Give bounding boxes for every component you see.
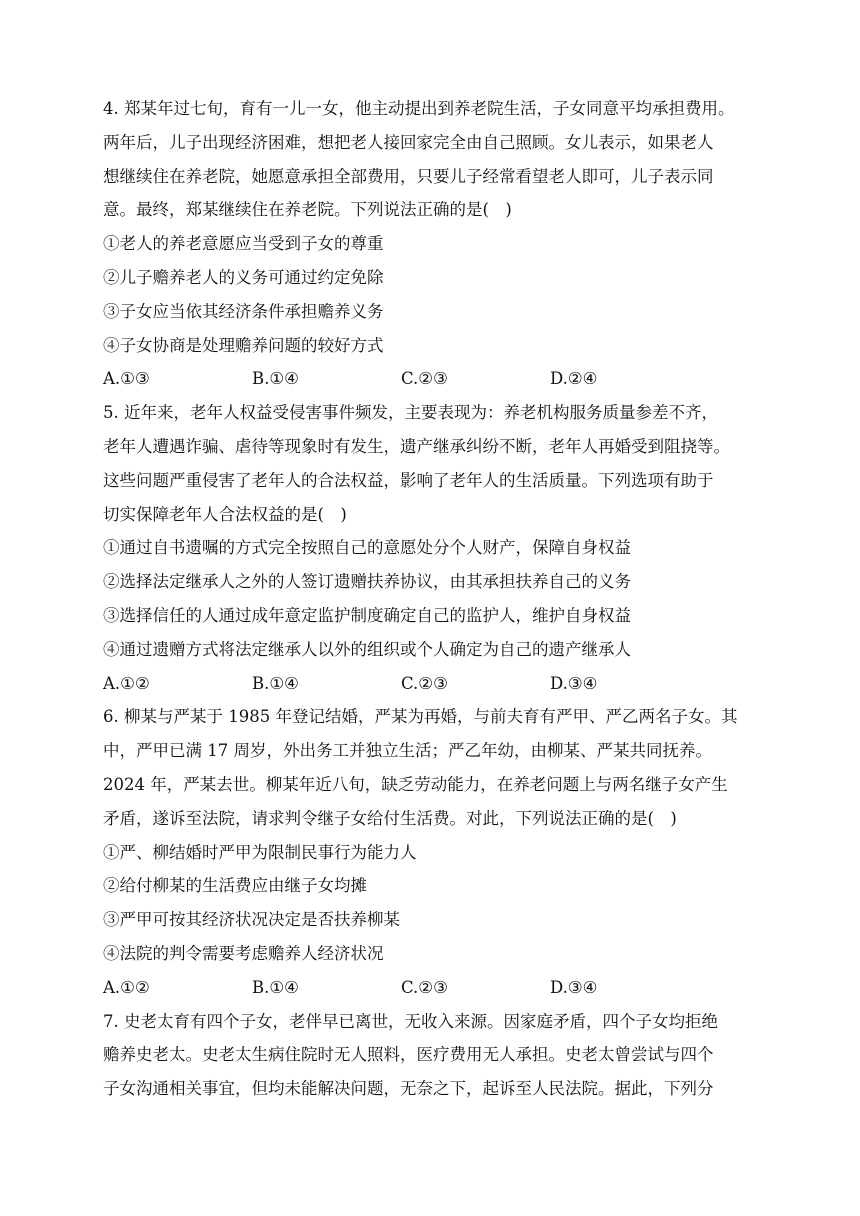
question-7	[103, 1005, 763, 1106]
statement-item: ③严甲可按其经济状况决定是否扶养柳某	[103, 910, 400, 930]
statement-item: ④子女协商是处理赡养问题的较好方式	[103, 335, 384, 355]
option-a: A.①②	[103, 673, 150, 693]
question-stem-line: 7. 史老太育有四个子女，老伴早已离世，无收入来源。因家庭矛盾，四个子女均拒绝	[103, 1011, 718, 1031]
option-d: D.③④	[550, 977, 598, 997]
answer-options	[103, 362, 763, 396]
option-c: C.②③	[401, 977, 448, 997]
statement-item: ②给付柳某的生活费应由继子女均摊	[103, 876, 367, 896]
question-stem-line: 5. 近年来，老年人权益受侵害事件频发，主要表现为：养老机构服务质量参差不齐，	[103, 403, 718, 423]
question-stem-line: 老年人遭遇诈骗、虐待等现象时有发生，遗产继承纠纷不断，老年人再婚受到阻挠等。	[103, 436, 730, 456]
option-a: A.①②	[103, 977, 150, 997]
answer-options	[103, 971, 763, 1005]
question-5	[103, 396, 763, 700]
question-stem-line: 两年后，儿子出现经济困难，想把老人接回家完全由自己照顾。女儿表示，如果老人	[103, 132, 714, 152]
statement-item: ①老人的养老意愿应当受到子女的尊重	[103, 234, 384, 254]
question-stem-line: 这些问题严重侵害了老年人的合法权益，影响了老年人的生活质量。下列选项有助于	[103, 470, 714, 490]
statement-item: ③子女应当依其经济条件承担赡养义务	[103, 301, 384, 321]
statement-item: ②选择法定继承人之外的人签订遗赠扶养协议，由其承担扶养自己的义务	[103, 572, 631, 592]
option-d: D.③④	[550, 673, 598, 693]
option-c: C.②③	[401, 369, 448, 389]
question-stem-line: 子女沟通相关事宜，但均未能解决问题，无奈之下，起诉至人民法院。据此，下列分	[103, 1079, 714, 1099]
question-4	[103, 92, 763, 396]
option-b: B.①④	[252, 673, 299, 693]
document-page	[103, 92, 763, 1106]
question-stem-line: 切实保障老年人合法权益的是( )	[103, 504, 347, 524]
statement-item: ④通过遗赠方式将法定继承人以外的组织或个人确定为自己的遗产继承人	[103, 639, 631, 659]
question-stem-line: 中，严甲已满 17 周岁，外出务工并独立生活；严乙年幼，由柳某、严某共同抚养。	[103, 741, 712, 761]
question-stem-line: 矛盾，遂诉至法院，请求判令继子女给付生活费。对此，下列说法正确的是( )	[103, 808, 677, 828]
option-a: A.①③	[103, 369, 150, 389]
question-stem-line: 意。最终，郑某继续住在养老院。下列说法正确的是( )	[103, 200, 512, 220]
option-c: C.②③	[401, 673, 448, 693]
option-d: D.②④	[550, 369, 598, 389]
question-stem-line: 赡养史老太。史老太生病住院时无人照料，医疗费用无人承担。史老太曾尝试与四个	[103, 1045, 714, 1065]
question-stem-line: 想继续住在养老院，她愿意承担全部费用，只要儿子经常看望老人即可，儿子表示同	[103, 166, 714, 186]
question-stem-line: 4. 郑某年过七旬，育有一儿一女，他主动提出到养老院生活，子女同意平均承担费用。	[103, 99, 735, 118]
question-stem-line: 6. 柳某与严某于 1985 年登记结婚，严某为再婚，与前夫育有严甲、严乙两名子女。其	[103, 707, 738, 727]
question-6	[103, 700, 763, 1004]
statement-item: ②儿子赡养老人的义务可通过约定免除	[103, 267, 384, 287]
statement-item: ①严、柳结婚时严甲为限制民事行为能力人	[103, 842, 417, 862]
statement-item: ①通过自书遗嘱的方式完全按照自己的意愿处分个人财产，保障自身权益	[103, 538, 631, 558]
question-stem-line: 2024 年，严某去世。柳某年近八旬，缺乏劳动能力，在养老问题上与两名继子女产生	[103, 774, 728, 794]
statement-item: ③选择信任的人通过成年意定监护制度确定自己的监护人，维护自身权益	[103, 605, 631, 625]
option-b: B.①④	[252, 369, 299, 389]
answer-options	[103, 667, 763, 701]
statement-item: ④法院的判令需要考虑赡养人经济状况	[103, 943, 384, 963]
option-b: B.①④	[252, 977, 299, 997]
